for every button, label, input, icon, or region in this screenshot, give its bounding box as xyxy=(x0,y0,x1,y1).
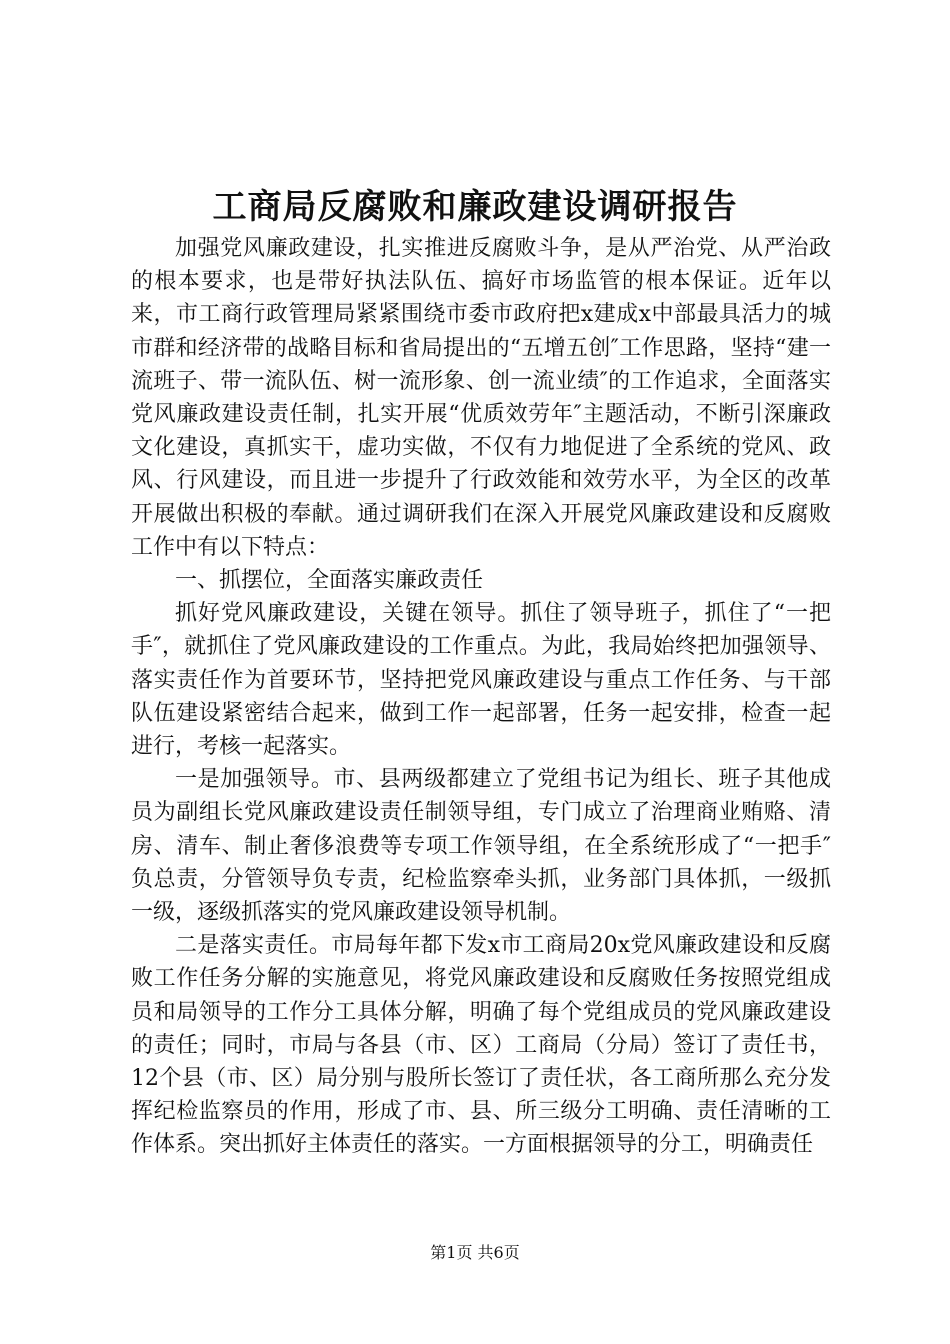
document-body xyxy=(131,232,831,1162)
paragraph-intro: 加强党风廉政建设，扎实推进反腐败斗争，是从严治党、从严治政的根本要求，也是带好执法队伍、搞好市场监管的根本保证。近年以来，市工商行政管理局紧紧围绕市委市政府把x建成x中部最具活力的城市群和经济带的战略目标和省局提出的“五增五创″工作思路，坚持“建一流班子、带一流队伍、树一流形象、创一流业绩″的工作追求，全面落实党风廉政建设责任制，扎实开展“优质效劳年″主题活动，不断引深廉政文化建设，真抓实干，虚功实做，不仅有力地促进了全系统的党风、政风、行风建设，而且进一步提升了行政效能和效劳水平，为全区的改革开展做出积极的奉献。通过调研我们在深入开展党风廉政建设和反腐败工作中有以下特点： xyxy=(131,236,831,560)
document-title: 工商局反腐败和廉政建设调研报告 xyxy=(212,187,738,227)
paragraph-leadership: 抓好党风廉政建设，关键在领导。抓住了领导班子，抓住了“一把手″，就抓住了党风廉政建设的工作重点。为此，我局始终把加强领导、落实责任作为首要环节，坚持把党风廉政建设与重点工作任务、与干部队伍建设紧密结合起来，做到工作一起部署，任务一起安排，检查一起进行，考核一起落实。 xyxy=(131,601,831,760)
section-heading-1: 一、抓摆位，全面落实廉政责任 xyxy=(175,568,484,594)
page-footer: 第1页 共6页 xyxy=(430,1243,520,1262)
paragraph-strengthen-leadership: 一是加强领导。市、县两级都建立了党组书记为组长、班子其他成员为副组长党风廉政建设责任制领导组，专门成立了治理商业贿赂、清房、清车、制止奢侈浪费等专项工作领导组，在全系统形成了“一把手″负总责，分管领导负专责，纪检监察牵头抓，业务部门具体抓，一级抓一级，逐级抓落实的党风廉政建设领导机制。 xyxy=(131,767,831,926)
paragraph-implement-responsibility: 二是落实责任。市局每年都下发x市工商局20x党风廉政建设和反腐败工作任务分解的实施意见，将党风廉政建设和反腐败任务按照党组成员和局领导的工作分工具体分解，明确了每个党组成员的党风廉政建设的责任；同时，市局与各县（市、区）工商局（分局）签订了责任书，12个县（市、区）局分别与股所长签订了责任状，各工商所那么充分发挥纪检监察员的作用，形成了市、县、所三级分工明确、责任清晰的工作体系。突出抓好主体责任的落实。一方面根据领导的分工，明确责任 xyxy=(131,933,831,1158)
